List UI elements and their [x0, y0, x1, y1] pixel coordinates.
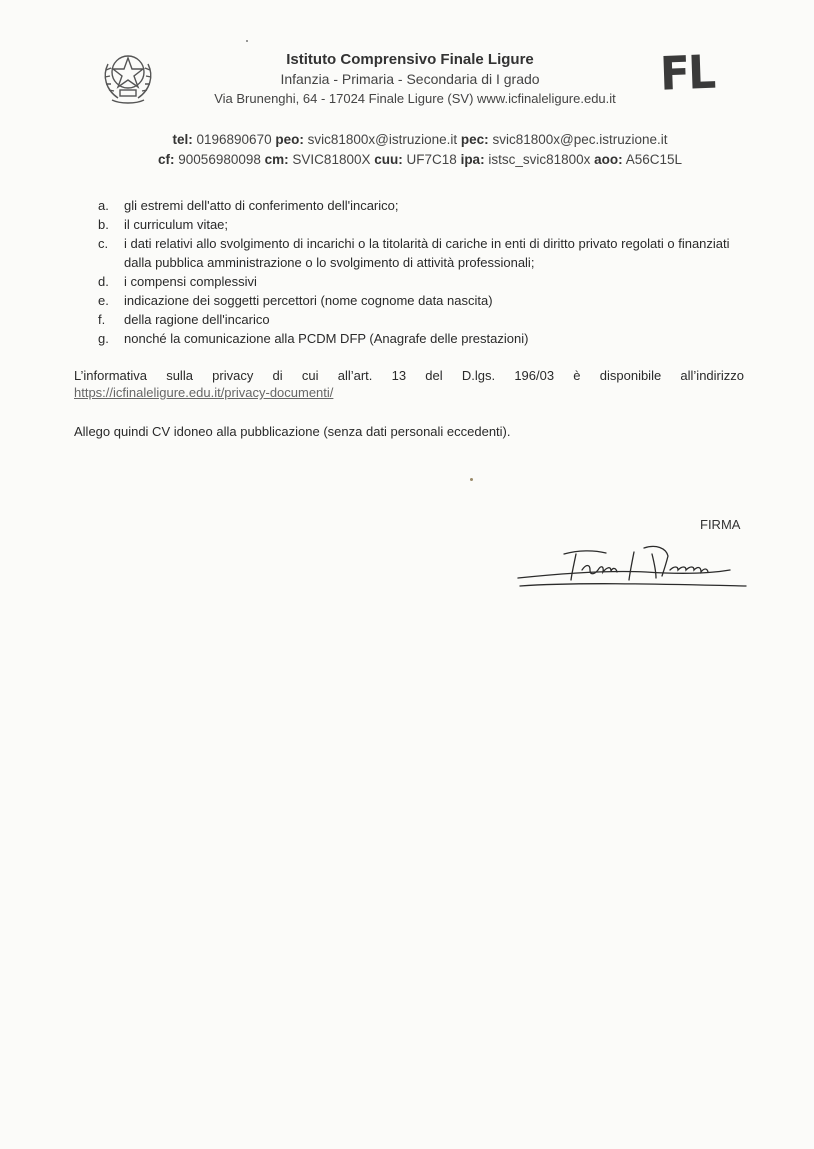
contact-key: pec: — [460, 132, 489, 147]
handwritten-signature — [516, 540, 748, 596]
list-marker: e. — [98, 293, 109, 308]
contact-value: A56C15L — [625, 152, 682, 167]
list-item — [98, 291, 758, 310]
contact-value: 90056980098 — [178, 152, 261, 167]
list-marker: g. — [98, 331, 109, 346]
contact-value: 0196890670 — [196, 132, 272, 147]
school-header — [180, 50, 640, 108]
privacy-notice: L’informativa sulla privacy di cui all’art. 13 del D.lgs. 196/03 è disponibile all’indirizzo — [74, 368, 744, 383]
list-item-text: gli estremi dell'atto di conferimento dell'incarico; — [124, 198, 399, 213]
list-item-text: il curriculum vitae; — [124, 217, 229, 232]
cv-attachment-note: Allego quindi CV idoneo alla pubblicazione (senza dati personali eccedenti). — [74, 424, 511, 439]
list-item-text: i compensi complessivi — [124, 274, 257, 289]
school-name: Istituto Comprensivo Finale Ligure — [286, 51, 534, 68]
list-item-text: nonché la comunicazione alla PCDM DFP (Anagrafe delle prestazioni) — [124, 331, 529, 346]
republic-emblem-icon — [98, 44, 158, 108]
list-marker: c. — [98, 236, 109, 251]
list-item-text: i dati relativi allo svolgimento di incarichi o la titolarità di cariche in enti di diritto privato regolati o finanziati dalla pubblica amministrazione o lo svolgimento di attività professionali; — [124, 236, 730, 270]
contact-value: svic81800x@pec.istruzione.it — [492, 132, 668, 147]
contact-value: UF7C18 — [406, 152, 457, 167]
contact-value: svic81800x@istruzione.it — [307, 132, 458, 147]
contact-key: aoo: — [594, 152, 623, 167]
school-address: Via Brunenghi, 64 - 17024 Finale Ligure (SV) www.icfinaleligure.edu.it — [214, 91, 616, 106]
signature-label: FIRMA — [700, 517, 741, 532]
list-item — [98, 310, 758, 329]
scan-speck — [246, 40, 248, 42]
contact-key: peo: — [275, 132, 304, 147]
list-item-text: indicazione dei soggetti percettori (nome cognome data nascita) — [124, 293, 493, 308]
contact-key: cm: — [264, 152, 289, 167]
list-marker: d. — [98, 274, 109, 289]
list-item — [98, 272, 758, 291]
contact-line-2 — [100, 150, 740, 170]
contact-key: ipa: — [460, 152, 485, 167]
scan-speck — [470, 478, 473, 481]
requirements-list — [98, 196, 758, 348]
list-marker: f. — [98, 312, 106, 327]
contact-value: istsc_svic81800x — [488, 152, 591, 167]
handwritten-fl-mark: FL — [659, 45, 715, 102]
list-item — [98, 234, 758, 272]
contact-key: cf: — [158, 152, 175, 167]
list-item-text: della ragione dell'incarico — [124, 312, 270, 327]
privacy-link[interactable]: https://icfinaleligure.edu.it/privacy-documenti/ — [74, 385, 334, 400]
contact-info — [100, 130, 740, 170]
list-item — [98, 215, 758, 234]
school-levels: Infanzia - Primaria - Secondaria di I grado — [280, 71, 540, 87]
contact-key: tel: — [172, 132, 193, 147]
contact-key: cuu: — [374, 152, 403, 167]
contact-line-1 — [100, 130, 740, 150]
contact-value: SVIC81800X — [292, 152, 371, 167]
list-item — [98, 329, 758, 348]
list-marker: a. — [98, 198, 109, 213]
list-item — [98, 196, 758, 215]
list-marker: b. — [98, 217, 109, 232]
